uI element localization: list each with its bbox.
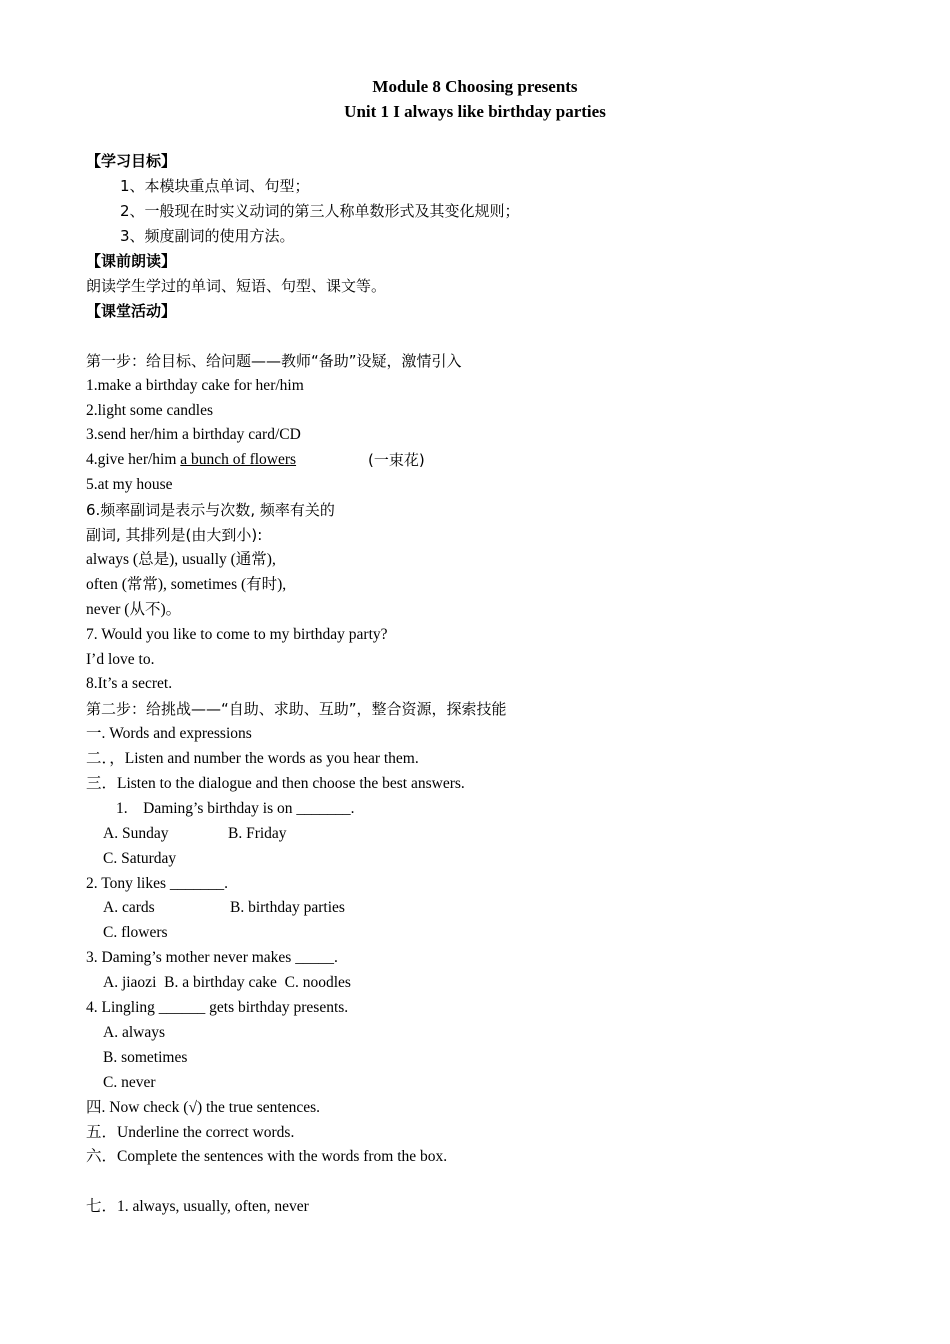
question: 1. Daming’s birthday is on _______.	[116, 800, 355, 817]
list-item: 8.It’s a secret.	[86, 675, 173, 692]
objectives-heading: 【学习目标】	[86, 152, 177, 170]
option: A. cards	[103, 899, 155, 916]
option: C. Saturday	[103, 850, 177, 867]
list-item: 1.make a birthday cake for her/him	[86, 377, 304, 394]
section-heading: 七．1. always, usually, often, never	[86, 1198, 309, 1215]
objective-item: 2、一般现在时实义动词的第三人称单数形式及其变化规则；	[120, 202, 520, 220]
objective-item: 1、本模块重点单词、句型；	[120, 177, 310, 195]
preview-text: 朗读学生学过的单词、短语、句型、课文等。	[86, 277, 387, 295]
section-heading: 四. Now check (√) the true sentences.	[86, 1099, 321, 1116]
section-heading: 二．，Listen and number the words as you hear them.	[86, 750, 419, 767]
underlined-phrase: a bunch of flowers	[180, 451, 297, 468]
option: A. jiaozi B. a birthday cake C. noodles	[103, 974, 351, 991]
question: 4. Lingling ______ gets birthday presents.	[86, 999, 349, 1016]
preview-heading: 【课前朗读】	[86, 252, 177, 270]
module-title: Module 8 Choosing presents	[372, 77, 578, 96]
objective-item: 3、频度副词的使用方法。	[120, 227, 295, 245]
list-item: 5.at my house	[86, 476, 173, 493]
option: B. birthday parties	[230, 899, 345, 916]
step-two: 第二步：给挑战——“自助、求助、互助”，整合资源，探索技能	[86, 700, 507, 718]
option: A. Sunday	[103, 825, 169, 842]
list-item-text: 4.give her/him	[86, 451, 181, 468]
list-item: 6.频率副词是表示与次数, 频率有关的	[86, 501, 335, 519]
step-one: 第一步：给目标、给问题——教师“备助”设疑，激情引入	[86, 352, 462, 370]
unit-title: Unit 1 I always like birthday parties	[344, 102, 606, 121]
list-item: 3.send her/him a birthday card/CD	[86, 426, 301, 443]
option: C. never	[103, 1074, 156, 1091]
list-item: often (常常), sometimes (有时),	[86, 576, 287, 593]
list-item: 7. Would you like to come to my birthday party?	[86, 626, 388, 643]
list-item: always (总是), usually (通常),	[86, 551, 276, 568]
activities-heading: 【课堂活动】	[86, 302, 177, 320]
question: 3. Daming’s mother never makes _____.	[86, 949, 338, 966]
section-heading: 六．Complete the sentences with the words from the box.	[86, 1148, 448, 1165]
list-item: never (从不)。	[86, 601, 182, 618]
list-item: 副词, 其排列是(由大到小):	[86, 526, 263, 544]
list-item: I’d love to.	[86, 651, 155, 668]
section-heading: 一. Words and expressions	[86, 725, 252, 742]
option: A. always	[103, 1024, 165, 1041]
section-heading: 三．Listen to the dialogue and then choose the best answers.	[86, 775, 465, 792]
option: C. flowers	[103, 924, 168, 941]
section-heading: 五．Underline the correct words.	[86, 1124, 295, 1141]
option: B. Friday	[228, 825, 287, 842]
option: B. sometimes	[103, 1049, 188, 1066]
list-item: 2.light some candles	[86, 402, 213, 419]
question: 2. Tony likes _______.	[86, 875, 229, 892]
translation-note: (一束花)	[368, 451, 425, 469]
list-item	[86, 450, 296, 470]
